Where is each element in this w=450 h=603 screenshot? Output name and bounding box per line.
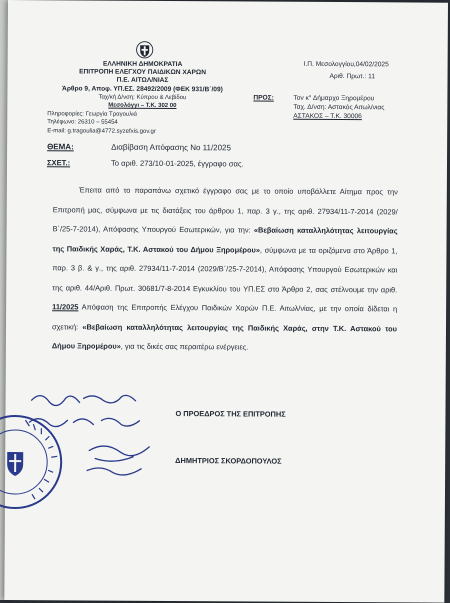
stamp-line-1 [23, 409, 25, 410]
protocol-number: Αριθ. Πρωτ.: 11 [329, 72, 376, 81]
signatory-role: Ο ΠΡΟΕΔΡΟΣ ΤΗΣ ΕΠΙΤΡΟΠΗΣ [175, 409, 286, 419]
header-line-5: Ταχ/κή Δ/νση: Κύπρου & Λεβίδου [98, 94, 187, 102]
place-date: Ι.Π. Μεσολογγίου,04/02/2025 [303, 60, 389, 69]
recipient-line-1: Τον κ° Δήμαρχο Ξηρομέρου [293, 94, 375, 103]
recipient-line-3: ΑΣΤΑΚΟΣ – Τ.Κ. 30006 [293, 112, 362, 121]
signatory-name: ΔΗΜΗΤΡΙΟΣ ΣΚΟΡΔΟΠΟΥΛΟΣ [175, 456, 282, 466]
related-text: Το αριθ. 273/10-01-2025, έγγραφο σας. [110, 158, 244, 169]
contact-email: E-mail: g.tragoulia@4772.syzefxis.gov.gr [47, 128, 156, 135]
header-line-1: ΕΛΛΗΝΙΚΗ ΔΗΜΟΚΡΑΤΙΑ [102, 60, 183, 69]
body-bold-a: «Βεβαίωση καταλληλότητας λειτουργίας της Παιδικής Χαράς, Τ.Κ. Αστακού του Δήμου Ξηρομέρου» [52, 225, 398, 255]
stamp-line-3 [109, 484, 110, 485]
document-page [4, 0, 448, 603]
decision-number: 11/2025 [52, 302, 79, 312]
header-line-2: ΕΠΙΤΡΟΠΗ ΕΛΕΓΧΟΥ ΠΑΙΔΙΚΩΝ ΧΑΡΩΝ [79, 68, 206, 77]
subject-label: ΘΕΜΑ: [47, 142, 74, 152]
recipient-label: ΠΡΟΣ: [253, 94, 274, 102]
related-label: ΣΧΕΤ.: [46, 158, 71, 168]
body-paragraph [52, 180, 398, 358]
body-text-c: Απόφαση της Επιτροπής Ελέγχου Παιδικών Χαρών Π.Ε. Αιτωλ/νίας, με την οποία δίδεται η σχετική: [51, 302, 398, 331]
greek-coat-of-arms-icon [136, 41, 154, 59]
contact-info: Πληροφορίες: Γεωργία Τραγουλιά [47, 111, 138, 118]
header-line-4: Άρθρο 9, Αποφ. ΥΠ.ΕΣ. 28492/2009 (ΦΕΚ 931/Β΄/09) [62, 85, 223, 94]
subject-text: Διαβίβαση Απόφασης Νο 11/2025 [111, 142, 232, 153]
body-text-a: Έπειτα από το παραπάνω σχετικό έγγραφο σας με το οποίο υποβάλλετε Αίτημα προς την Επιτροπή μας, σύμφωνα με τις διατάξεις του άρθρου 1, παρ. 3 γ., της αριθ. 27934/11-7-2014 (2029/Β΄/25-7-2014), Απόφασης Υπουργού Εσωτερικών, για την: [52, 185, 398, 235]
recipient-line-2: Ταχ. Δ/νση: Αστακός Αιτωλ/νιας [293, 103, 385, 112]
contact-phone: Τηλέφωνο: 26310 – 55454 [47, 119, 118, 126]
body-text-b: , σύμφωνα με τα οριζόμενα στο Άρθρο 1, παρ. 3 β. & γ., της αριθ. 27934/11-7-2014 (2029/Β΄/25-7-2014), Απόφασης Υπουργού Εσωτερικών και της αριθ. 44/Αριθ. Πρωτ. 30681/7-8-2014 Εγκυκλίου του ΥΠ.ΕΣ στο Άρθρο 2, σας στέλνουμε την αριθ. [52, 245, 398, 294]
round-official-seal [0, 412, 65, 513]
body-text-d: , για τις δικές σας περαιτέρω ενέργειες. [120, 341, 249, 352]
header-line-6: Μεσολόγγι – Τ.Κ. 302 00 [108, 102, 177, 110]
header-line-3: Π.Ε. ΑΙΤΩΛ/ΝΙΑΣ [116, 76, 169, 84]
body-bold-b: «Βεβαίωση καταλληλότητας λειτουργίας της Παιδικής Χαράς, στην Τ.Κ. Αστακού του Δήμου Ξηρομέρου» [51, 321, 398, 351]
